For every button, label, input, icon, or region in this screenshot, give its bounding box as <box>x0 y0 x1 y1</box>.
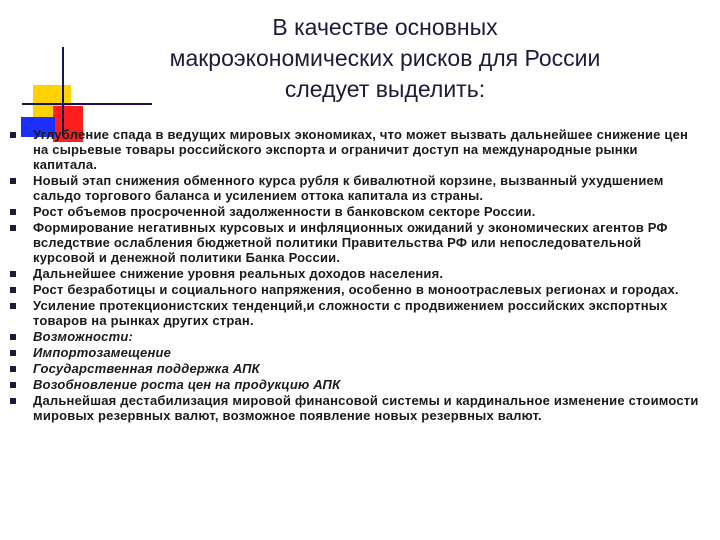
title-line: макроэкономических рисков для России <box>169 45 601 71</box>
bullet-item <box>0 298 720 328</box>
bullet-text: Возобновление роста цен на продукцию АПК <box>33 377 341 392</box>
bullet-text: Дальнейшая дестабилизация мировой финансовой системы и кардинальное изменение стоимости мировых резервных валют, возможное появление новых резервных валют. <box>33 393 699 423</box>
title-line: следует выделить: <box>284 76 486 102</box>
bullet-item <box>0 220 720 265</box>
bullet-text: Углубление спада в ведущих мировых экономиках, что может вызвать дальнейшее снижение цен на сырьевые товары российского экспорта и ограничит доступ на международные рынки капитала. <box>33 127 689 172</box>
bullet-item <box>0 393 720 423</box>
bullet-marker-icon <box>10 132 16 138</box>
bullet-text: Дальнейшее снижение уровня реальных доходов населения. <box>33 266 444 281</box>
bullet-text: Государственная поддержка АПК <box>33 361 260 376</box>
slide-title <box>90 12 680 105</box>
bullet-marker-icon <box>10 287 16 293</box>
bullet-text: Импортозамещение <box>33 345 172 360</box>
bullet-marker-icon <box>10 334 16 340</box>
bullet-item <box>0 361 720 376</box>
bullet-marker-icon <box>10 225 16 231</box>
bullet-marker-icon <box>10 350 16 356</box>
bullet-marker-icon <box>10 366 16 372</box>
bullet-marker-icon <box>10 271 16 277</box>
bullet-item <box>0 377 720 392</box>
bullet-marker-icon <box>10 398 16 404</box>
title-line: В качестве основных <box>272 14 498 40</box>
bullet-item <box>0 127 720 172</box>
bullet-marker-icon <box>10 178 16 184</box>
bullet-text: Возможности: <box>33 329 134 344</box>
bullet-item <box>0 266 720 281</box>
decor-vertical-line <box>62 47 64 137</box>
bullet-marker-icon <box>10 303 16 309</box>
bullet-list <box>0 127 720 423</box>
bullet-text: Усиление протекционистских тенденций,и сложности с продвижением российских экспортных товаров на рынках других стран. <box>33 298 668 328</box>
bullet-text: Новый этап снижения обменного курса рубля к бивалютной корзине, вызванный ухудшением сальдо торгового баланса и усилением оттока капитала из страны. <box>33 173 664 203</box>
bullet-text: Рост безработицы и социального напряжения, особенно в моноотраслевых регионах и городах. <box>33 282 679 297</box>
bullet-text: Формирование негативных курсовых и инфляционных ожиданий у экономических агентов РФ вследствие ослабления бюджетной политики Правительства РФ или непоследовательной курсовой и денежной политики Банка России. <box>33 220 668 265</box>
bullet-text: Рост объемов просроченной задолженности в банковском секторе России. <box>33 204 536 219</box>
bullet-item <box>0 345 720 360</box>
bullet-item <box>0 329 720 344</box>
bullet-marker-icon <box>10 382 16 388</box>
bullet-item <box>0 282 720 297</box>
bullet-item <box>0 204 720 219</box>
bullet-item <box>0 173 720 203</box>
bullet-marker-icon <box>10 209 16 215</box>
